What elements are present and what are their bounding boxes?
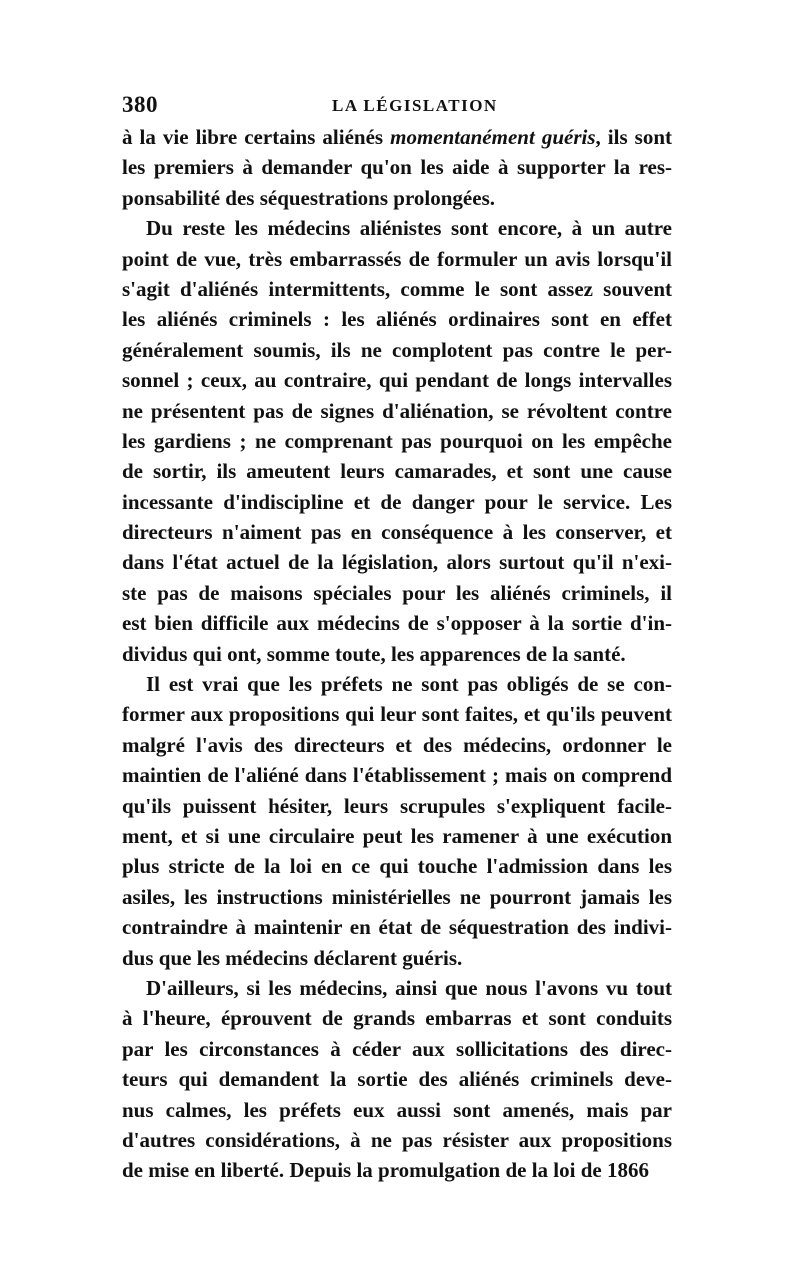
text-line: maintien de l'aliéné dans l'établissement ; mais on comprend: [122, 763, 672, 788]
text-line: d'autres considérations, à ne pas résister aux propositions: [122, 1127, 672, 1152]
text-line: par les circonstances à céder aux sollicitations des direc-: [122, 1036, 672, 1061]
text-line: malgré l'avis des directeurs et des médecins, ordonner le: [122, 732, 672, 757]
text-line: ponsabilité des séquestrations prolongées.: [122, 185, 495, 210]
text-line: ment, et si une circulaire peut les ramener à une exécution: [122, 823, 672, 848]
body-text: [122, 122, 672, 1186]
text-line: Du reste les médecins aliénistes sont encore, à un autre: [146, 216, 672, 241]
text-line: généralement soumis, ils ne complotent pas contre le per-: [122, 337, 672, 362]
italic-phrase: momentanément guéris: [390, 125, 596, 149]
text-line: à la vie libre certains aliénés momentanément guéris, ils sont: [122, 125, 673, 149]
text-line: plus stricte de la loi en ce qui touche l'admission dans les: [122, 854, 672, 879]
text-line: contraindre à maintenir en état de séquestration des indivi-: [122, 915, 672, 940]
text-line: point de vue, très embarrassés de formuler un avis lorsqu'il: [122, 246, 672, 271]
paragraph: [122, 669, 672, 973]
text-line: à l'heure, éprouvent de grands embarras et sont conduits: [122, 1006, 672, 1031]
text-line: de mise en liberté. Depuis la promulgation de la loi de 1866: [122, 1158, 649, 1183]
text-line: les aliénés criminels : les aliénés ordinaires sont en effet: [122, 307, 672, 332]
text-line: les premiers à demander qu'on les aide à supporter la res-: [122, 155, 672, 180]
text-line: ne présentent pas de signes d'aliénation, se révoltent contre: [122, 398, 672, 423]
text-line: qu'ils puissent hésiter, leurs scrupules s'expliquent facile-: [122, 793, 672, 818]
text-line: former aux propositions qui leur sont faites, et qu'ils peuvent: [122, 702, 672, 727]
page-number: 380: [122, 92, 158, 117]
text-line: ste pas de maisons spéciales pour les aliénés criminels, il: [122, 580, 672, 605]
text-line: les gardiens ; ne comprenant pas pourquoi on les empêche: [122, 428, 672, 453]
paragraph: [122, 213, 672, 669]
text-line: directeurs n'aiment pas en conséquence à les conserver, et: [122, 520, 672, 545]
text-line: s'agit d'aliénés intermittents, comme le sont assez souvent: [122, 276, 672, 301]
running-head: [122, 88, 672, 122]
text-line: dans l'état actuel de la législation, alors surtout qu'il n'exi-: [122, 550, 672, 575]
text-line: dividus qui ont, somme toute, les apparences de la santé.: [122, 641, 626, 666]
text-line: sonnel ; ceux, au contraire, qui pendant de longs intervalles: [122, 368, 672, 393]
paragraph: [122, 973, 672, 1186]
text-line: incessante d'indiscipline et de danger pour le service. Les: [122, 489, 672, 514]
text-line: dus que les médecins déclarent guéris.: [122, 945, 463, 970]
paragraph: [122, 122, 672, 213]
text-line: Il est vrai que les préfets ne sont pas obligés de se con-: [146, 672, 672, 697]
text-line: asiles, les instructions ministérielles ne pourront jamais les: [122, 884, 672, 909]
text-line: teurs qui demandent la sortie des aliénés criminels deve-: [122, 1067, 672, 1092]
text-line: de sortir, ils ameutent leurs camarades, et sont une cause: [122, 459, 672, 484]
running-title: LA LÉGISLATION: [332, 96, 498, 115]
text-line: nus calmes, les préfets eux aussi sont amenés, mais par: [122, 1097, 672, 1122]
text-line: D'ailleurs, si les médecins, ainsi que nous l'avons vu tout: [146, 975, 672, 1000]
text-line: est bien difficile aux médecins de s'opposer à la sortie d'in-: [122, 611, 672, 636]
